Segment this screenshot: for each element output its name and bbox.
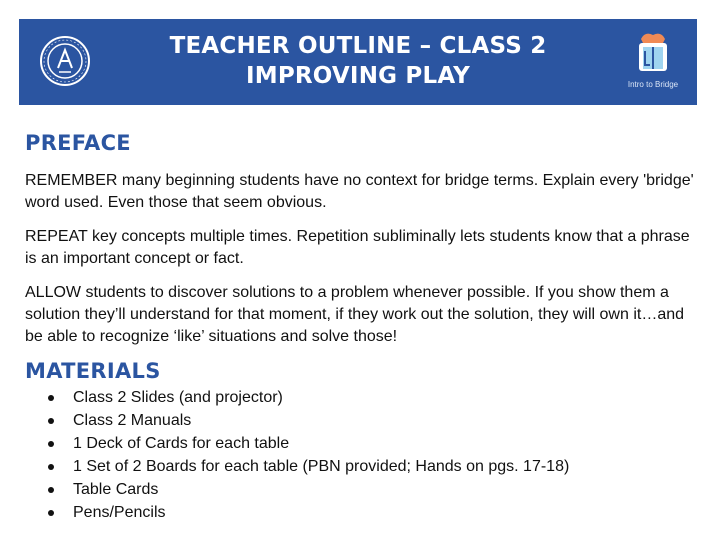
preface-paragraph-allow: ALLOW students to discover solutions to a problem whenever possible. If you show them a solution they’ll understand for that moment, if they work out the solution, they will own it…and be able to recognize ‘like’ situations and solve those! bbox=[25, 284, 685, 345]
header-banner bbox=[19, 19, 697, 105]
materials-heading: MATERIALS bbox=[25, 359, 161, 383]
preface-paragraph-remember: REMEMBER many beginning students have no context for bridge terms. Explain every 'bridge' word used. Even those that seem obvious. bbox=[25, 172, 694, 211]
list-item-text: Class 2 Slides (and projector) bbox=[73, 389, 283, 406]
list-item bbox=[25, 409, 685, 432]
bullet-icon bbox=[48, 395, 54, 401]
list-item-text: Table Cards bbox=[73, 481, 159, 498]
acbl-seal-icon bbox=[39, 35, 91, 87]
page-title bbox=[109, 31, 607, 91]
intro-to-bridge-logo bbox=[627, 31, 679, 95]
logo-caption: Intro to Bridge bbox=[627, 80, 679, 89]
list-item bbox=[25, 432, 685, 455]
list-item bbox=[25, 386, 685, 409]
list-item-text: Class 2 Manuals bbox=[73, 412, 192, 429]
list-item bbox=[25, 478, 685, 501]
intro-to-bridge-logo-icon bbox=[633, 31, 673, 79]
bullet-icon bbox=[48, 487, 54, 493]
title-line-2: IMPROVING PLAY bbox=[245, 63, 470, 89]
bullet-icon bbox=[48, 464, 54, 470]
list-item bbox=[25, 501, 685, 524]
list-item bbox=[25, 455, 685, 478]
preface-heading: PREFACE bbox=[25, 131, 131, 155]
materials-list bbox=[25, 386, 685, 524]
bullet-icon bbox=[48, 418, 54, 424]
list-item-text: 1 Set of 2 Boards for each table (PBN provided; Hands on pgs. 17-18) bbox=[73, 458, 570, 475]
preface-paragraph-repeat: REPEAT key concepts multiple times. Repetition subliminally lets students know that a phrase is an important concept or fact. bbox=[25, 228, 690, 267]
bullet-icon bbox=[48, 441, 54, 447]
list-item-text: Pens/Pencils bbox=[73, 504, 166, 521]
title-line-1: TEACHER OUTLINE – CLASS 2 bbox=[169, 33, 547, 59]
bullet-icon bbox=[48, 510, 54, 516]
list-item-text: 1 Deck of Cards for each table bbox=[73, 435, 290, 452]
